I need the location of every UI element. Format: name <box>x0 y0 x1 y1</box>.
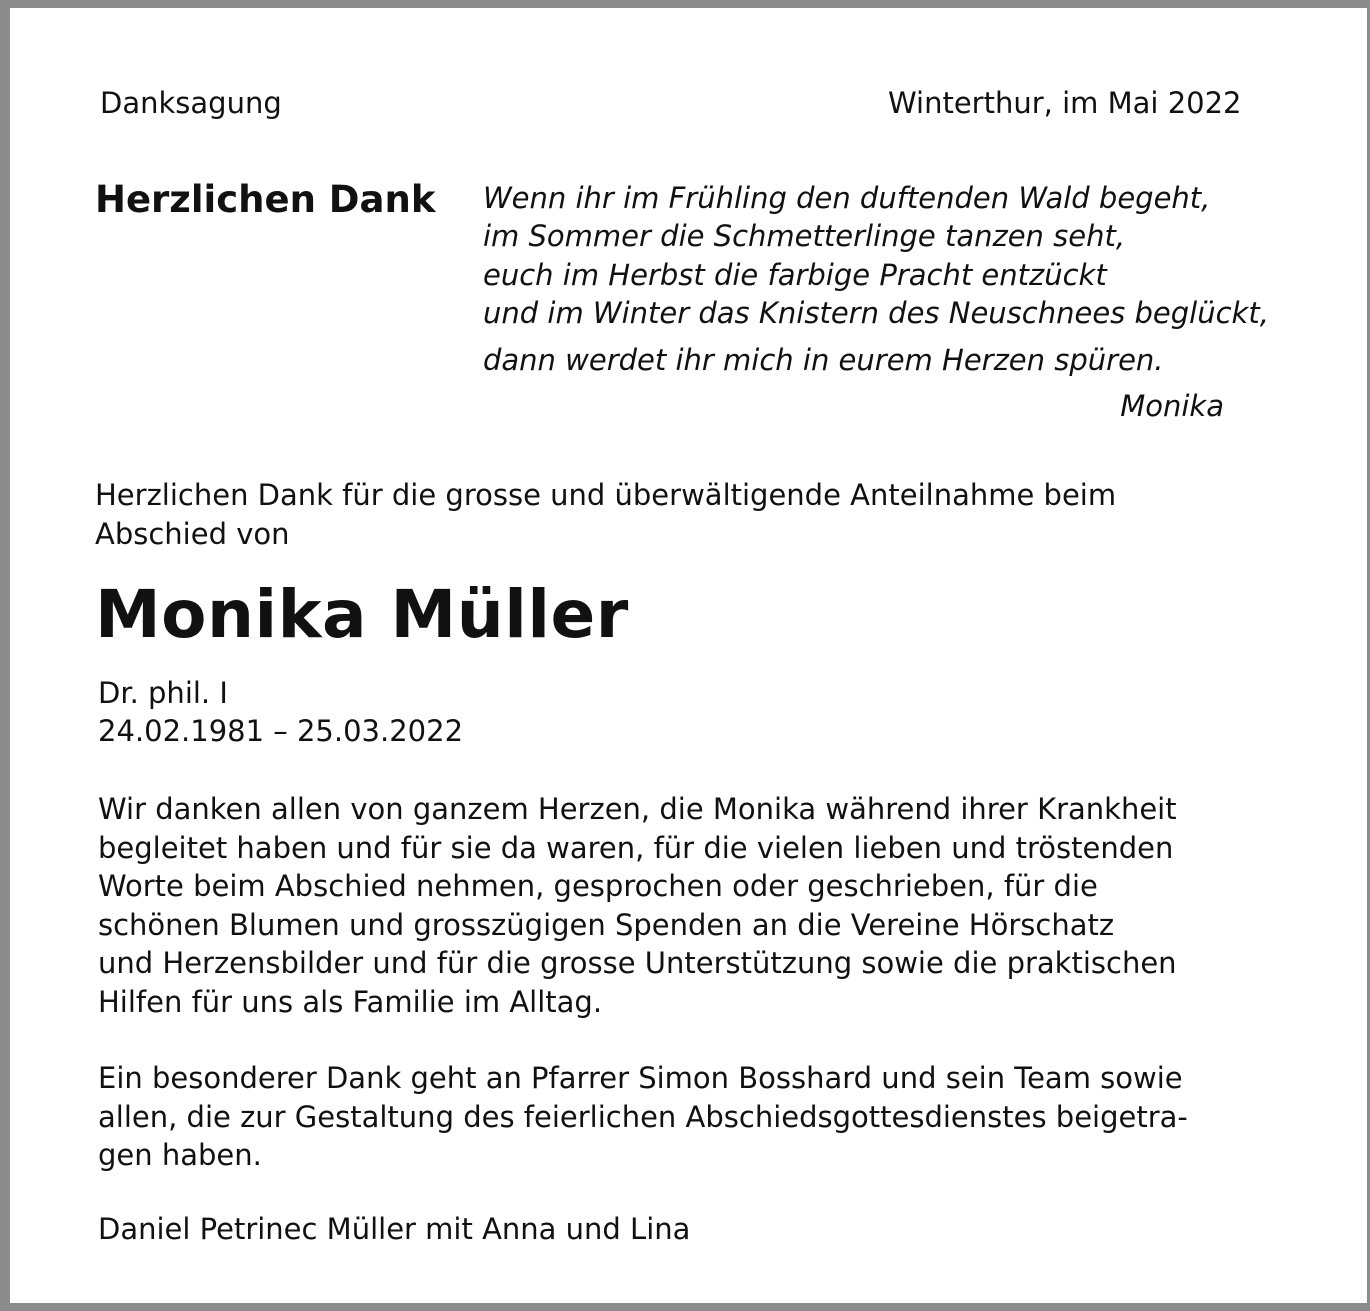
poem-line: und im Winter das Knistern des Neuschnees beglückt, <box>483 296 1269 330</box>
life-dates: 24.02.1981 – 25.03.2022 <box>98 714 464 748</box>
paragraph-line: schönen Blumen und grosszügigen Spenden an die Vereine Hörschatz <box>98 907 1115 942</box>
family-signature: Daniel Petrinec Müller mit Anna und Lina <box>98 1212 691 1246</box>
intro-line: Herzlichen Dank für die grosse und überwältigende Anteilnahme beim <box>95 478 1117 512</box>
deceased-name: Monika Müller <box>95 576 629 653</box>
poem-line: im Sommer die Schmetterlinge tanzen seht, <box>483 219 1126 253</box>
notice-type-label: Danksagung <box>100 86 282 120</box>
academic-title: Dr. phil. I <box>98 676 228 710</box>
paragraph-line: Wir danken allen von ganzem Herzen, die Monika während ihrer Krankheit <box>98 792 1177 826</box>
special-thanks-paragraph <box>98 1059 1188 1175</box>
poem-line: Wenn ihr im Frühling den duftenden Wald begeht, <box>483 181 1211 215</box>
paragraph-line: gen haben. <box>98 1138 262 1172</box>
poem-line: euch im Herbst die farbige Pracht entzückt <box>483 258 1107 292</box>
place-date-line: Winterthur, im Mai 2022 <box>888 86 1242 120</box>
poem-line: dann werdet ihr mich in eurem Herzen spüren. <box>483 343 1164 377</box>
paragraph-line: Hilfen für uns als Familie im Alltag. <box>98 984 603 1019</box>
paragraph-line: allen, die zur Gestaltung des feierlichen Abschiedsgottesdienstes beigetra- <box>98 1099 1188 1134</box>
notice-heading: Herzlichen Dank <box>95 178 436 221</box>
paragraph-line: Ein besonderer Dank geht an Pfarrer Simon Bosshard und sein Team sowie <box>98 1061 1183 1095</box>
intro-text <box>95 476 1116 554</box>
paragraph-line: Worte beim Abschied nehmen, gesprochen oder geschrieben, für die <box>98 869 1098 903</box>
thanks-paragraph <box>98 790 1177 1021</box>
intro-line: Abschied von <box>95 517 290 551</box>
poem-signature: Monika <box>1120 389 1224 423</box>
paragraph-line: begleitet haben und für sie da waren, für die vielen lieben und tröstenden <box>98 830 1174 865</box>
paragraph-line: und Herzensbilder und für die grosse Unterstützung sowie die praktischen <box>98 946 1177 980</box>
